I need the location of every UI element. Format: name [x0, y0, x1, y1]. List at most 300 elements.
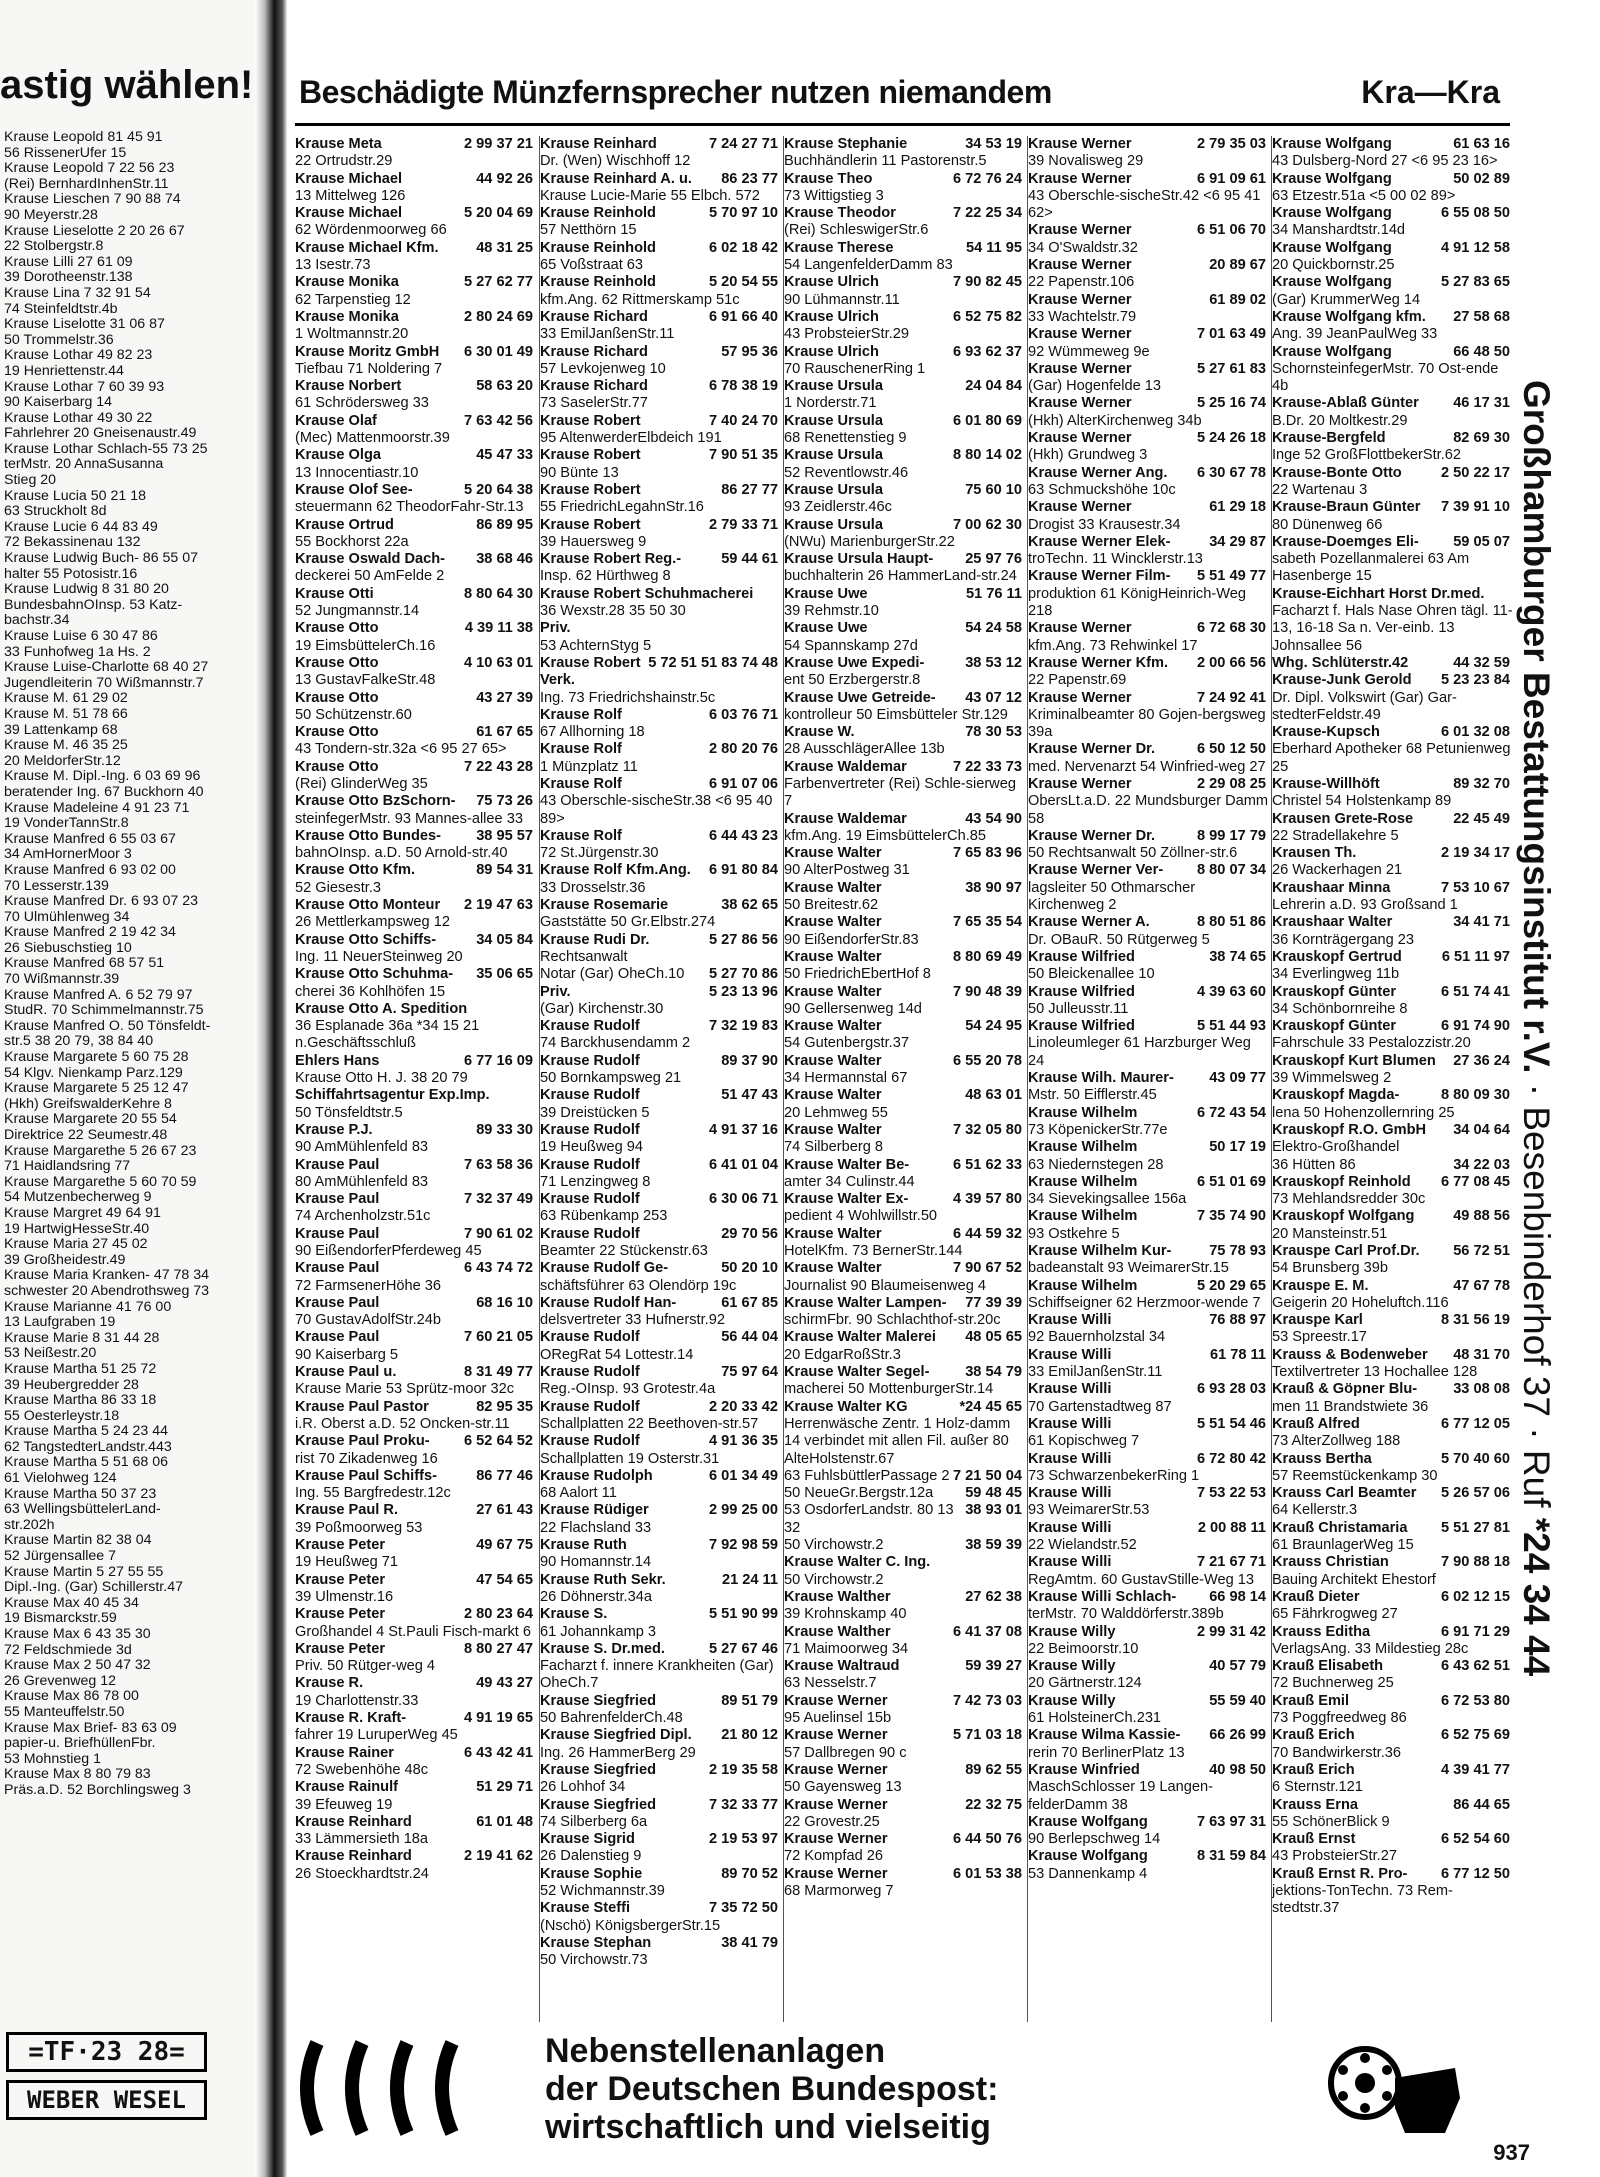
entry-phone: 6 77 16 09 — [464, 1052, 533, 1069]
entry-name: Krauß Alfred — [1272, 1415, 1360, 1432]
entry-address: Facharzt f. innere Krankheiten (Gar) OheCh.7 — [540, 1658, 774, 1692]
entry-name: Krause Rudolf — [540, 1398, 640, 1415]
entry-name: Krause Rudolf — [540, 1191, 640, 1208]
listing-entry — [1272, 1312, 1514, 1347]
entry-name: Schiffahrtsagentur Exp.Imp. — [295, 1087, 490, 1104]
entry-phone: 5 20 54 55 — [709, 274, 778, 291]
entry-phone: 7 90 88 18 — [1441, 1554, 1510, 1571]
entry-name: Whg. Schlüterstr.42 — [1272, 654, 1409, 671]
entry-address: 43 Oberschle-sischeStr.38 <6 95 40 89> — [540, 793, 773, 827]
entry-name: Krause R. Kraft- — [295, 1710, 407, 1727]
listing-entry — [540, 1087, 782, 1122]
entry-address: 22 Flachsland 33 — [540, 1519, 652, 1536]
entry-phone: 45 47 33 — [476, 447, 533, 464]
entry-address: lena 50 Hohenzollernring 25 — [1272, 1104, 1455, 1121]
entry-phone: 7 90 67 52 — [953, 1260, 1022, 1277]
facing-page-line: 72 Bekassinenau 132 — [4, 535, 141, 551]
listing-entry — [784, 724, 1026, 759]
listing-entry — [540, 240, 782, 275]
listing-entry — [784, 655, 1026, 690]
entry-address: cherei 36 Kohlhöfen 15 — [295, 983, 446, 1000]
entry-phone: 5 27 86 56 — [709, 931, 778, 948]
bundespost-logo-icon — [287, 2028, 497, 2148]
facing-page-line: 22 Stolbergstr.8 — [4, 239, 104, 255]
listing-entry — [1272, 1157, 1514, 1174]
entry-phone: 6 91 07 06 — [709, 775, 778, 792]
entry-address: 52 Reventlowstr.46 — [784, 464, 909, 481]
entry-address: 73 Poggfreedweg 86 — [1272, 1710, 1407, 1727]
sidebar-institute-name: Großhamburger Bestattungsinstitut r.V. — [1516, 380, 1557, 1074]
entry-name: Krause Wilhelm — [1028, 1139, 1138, 1156]
listing-entry — [1272, 1416, 1514, 1451]
entry-address: RegAmtm. 60 GustavStille-Weg 13 — [1028, 1571, 1255, 1588]
entry-address: 13 Isestr.73 — [295, 257, 371, 274]
entry-name: Krause Werner — [1028, 222, 1132, 239]
entry-name: Krause Otto Monteur — [295, 897, 441, 914]
facing-page-line: str.202h — [4, 1517, 55, 1533]
entry-name: Krause Otto — [295, 654, 379, 671]
listing-entry — [540, 378, 782, 413]
listing-entry — [1272, 1087, 1514, 1122]
listing-entry — [540, 1122, 782, 1157]
facing-page-line: 19 Bismarckstr.59 — [4, 1611, 117, 1627]
listing-entry — [295, 1122, 537, 1157]
listing-entry — [295, 1260, 537, 1295]
entry-name: Krause Walter — [784, 983, 882, 1000]
listing-entry — [295, 1001, 537, 1053]
entry-phone: 2 19 53 97 — [709, 1831, 778, 1848]
entry-address: HotelKfm. 73 BernerStr.144 — [784, 1243, 963, 1259]
entry-name: Krauss Editha — [1272, 1623, 1371, 1640]
listing-entry — [1028, 984, 1270, 1019]
entry-address: 71 Maimoorweg 34 — [784, 1640, 909, 1657]
entry-name: Krause Willi — [1028, 1381, 1112, 1398]
entry-address: 54 Brunsberg 39b — [1272, 1260, 1389, 1277]
listing-entry — [784, 1589, 1026, 1624]
facing-page-line: 19 Henriettenstr.44 — [4, 363, 124, 379]
entry-phone: 2 20 33 42 — [709, 1398, 778, 1415]
entry-address: 72 Swebenhöhe 48c — [295, 1761, 429, 1778]
entry-address: 1 Woltmannstr.20 — [295, 326, 409, 343]
entry-address: kfm.Ang. 19 EimsbüttelerCh.85 — [784, 827, 986, 844]
facing-page-line: 52 Jürgensallee 7 — [4, 1549, 117, 1565]
entry-name: Krause Paul Proku- — [295, 1433, 430, 1450]
entry-phone: 5 24 26 18 — [1197, 430, 1266, 447]
listing-entry — [295, 1848, 537, 1883]
entry-phone: 5 51 44 93 — [1197, 1018, 1266, 1035]
book-fold — [255, 0, 287, 2177]
listing-column-2 — [539, 136, 782, 2022]
entry-name: Krause Rainer — [295, 1744, 394, 1761]
listing-entry — [295, 1053, 537, 1088]
entry-name: Krause Wilfried — [1028, 983, 1135, 1000]
entry-name: Krause Rudolf — [540, 1364, 640, 1381]
listing-entry — [1028, 326, 1270, 361]
entry-phone: 38 54 79 — [965, 1364, 1022, 1381]
entry-phone: 50 20 10 — [721, 1260, 778, 1277]
listing-entry — [540, 447, 782, 482]
entry-name: Krauskopf Wolfgang — [1272, 1208, 1415, 1225]
entry-name: Krause Paul — [295, 1156, 380, 1173]
entry-name: Krause Werner — [784, 1761, 888, 1778]
entry-address: Inge 52 GroßFlottbekerStr.62 — [1272, 447, 1462, 464]
facing-page-line: 72 Feldschmiede 3d — [4, 1642, 132, 1658]
entry-name: Krauß Emil — [1272, 1692, 1350, 1709]
entry-name: Krause Walter Lampen- — [784, 1294, 947, 1311]
entry-phone: 38 68 46 — [476, 551, 533, 568]
listing-entry — [1028, 1139, 1270, 1174]
entry-phone: 40 57 79 — [1209, 1658, 1266, 1675]
entry-address: 22 Grovestr.25 — [784, 1813, 880, 1830]
entry-phone: 4 91 36 35 — [709, 1433, 778, 1450]
facing-page-line: Direktrice 22 Seumestr.48 — [4, 1128, 168, 1143]
listing-entry — [295, 655, 537, 690]
entry-phone: 7 22 43 28 — [464, 758, 533, 775]
entry-address: 34 Everlingweg 11b — [1272, 966, 1400, 983]
listing-entry — [540, 1727, 782, 1762]
entry-address: sabeth Pozellanmalerei 63 Am Hasenberge 15 — [1272, 551, 1470, 585]
listing-column-3 — [783, 136, 1026, 2022]
listing-entry — [1028, 222, 1270, 257]
entry-phone: 6 72 43 54 — [1197, 1104, 1266, 1121]
entry-name: Krause Otto — [295, 620, 379, 637]
bottom-advertisement — [287, 2028, 1517, 2148]
facing-page-line: 61 Vielohweg 124 — [4, 1471, 117, 1487]
entry-address: Elektro-Großhandel — [1272, 1139, 1400, 1156]
entry-address: 43 Tondern-str.32a <6 95 27 65> — [295, 741, 507, 758]
entry-name: Krause-Ablaß Günter — [1272, 395, 1419, 412]
entry-name: Krause Wolfgang kfm. — [1272, 308, 1426, 325]
entry-address: 43 Dulsberg-Nord 27 <6 95 23 16> — [1272, 153, 1498, 170]
entry-phone: 27 61 43 — [476, 1502, 533, 1519]
entry-name: Krause Ulrich — [784, 343, 879, 360]
entry-name: Krause Rudolf — [540, 1433, 640, 1450]
listing-entry — [540, 1226, 782, 1261]
entry-name: Krauss Bertha — [1272, 1450, 1372, 1467]
entry-name: Krause Walter — [784, 879, 882, 896]
entry-address: 50 Virchowstr.2 — [784, 1571, 884, 1588]
entry-address: (Gar) Kirchenstr.30 — [540, 1000, 664, 1017]
entry-phone: 5 27 61 83 — [1197, 360, 1266, 377]
listing-entry — [1028, 620, 1270, 655]
entry-phone: 7 90 48 39 — [953, 983, 1022, 1000]
entry-phone: 48 63 01 — [965, 1087, 1022, 1104]
entry-phone: 5 25 16 74 — [1197, 395, 1266, 412]
facing-page-line: Krause Margarete 5 25 12 47 — [4, 1081, 189, 1097]
entry-address: Eberhard Apotheker 68 Petunienweg 25 — [1272, 741, 1511, 775]
listing-entry — [1272, 344, 1514, 396]
entry-address: macherei 50 MottenburgerStr.14 — [784, 1381, 994, 1398]
listing-entry — [540, 620, 782, 655]
entry-address: 90 Bünte 13 — [540, 464, 619, 481]
entry-address: 68 Aalort 11 — [540, 1485, 617, 1502]
entry-address: 70 Bandwirkerstr.36 — [1272, 1744, 1401, 1761]
entry-phone: 4 91 37 16 — [709, 1121, 778, 1138]
facing-page-line: Krause Martin 82 38 04 — [4, 1533, 152, 1549]
facing-page-line: Krause Max 6 43 35 30 — [4, 1627, 151, 1642]
listing-entry — [1028, 292, 1270, 327]
entry-name: Krause Rolf — [540, 775, 622, 792]
entry-address: 63 Rübenkamp 253 — [540, 1208, 668, 1225]
entry-name: Krause Werner Film- — [1028, 568, 1171, 585]
facing-page-line: 63 WellingsbüttelerLand- — [4, 1502, 161, 1518]
entry-name: Krause Michael — [295, 205, 403, 222]
entry-phone: 7 65 83 96 — [953, 845, 1022, 862]
listing-entry — [1272, 1554, 1514, 1589]
entry-name: Krause-Bergfeld — [1272, 430, 1386, 447]
entry-phone: 38 74 65 — [1209, 948, 1266, 965]
entry-name: Krause Werner — [1028, 430, 1132, 447]
listing-entry — [540, 171, 782, 206]
listing-entry — [1028, 1174, 1270, 1209]
listing-entry — [1028, 1278, 1270, 1313]
listing-entry — [784, 880, 1026, 915]
entry-address: 22 Ortrudstr.29 — [295, 153, 393, 170]
entry-address: 43 Oberschle-sischeStr.42 <6 95 41 62> — [1028, 187, 1261, 222]
entry-address: 50 Schützenstr.60 — [295, 706, 412, 723]
listing-entry — [295, 932, 537, 967]
listing-entry — [784, 344, 1026, 379]
entry-phone: 8 80 69 49 — [953, 948, 1022, 965]
entry-phone: 5 23 13 96 — [709, 983, 778, 1000]
listing-entry — [784, 1087, 1026, 1122]
listing-entry — [295, 1572, 537, 1607]
listing-entry — [1272, 776, 1514, 811]
entry-phone: 27 62 38 — [965, 1588, 1022, 1605]
entry-name: Ehlers Hans — [295, 1052, 380, 1069]
entry-name: Krause-Willhöft — [1272, 775, 1380, 792]
entry-name: Krause W. — [784, 724, 855, 741]
listing-entry — [295, 1157, 537, 1192]
entry-name: Krauskopf Günter — [1272, 983, 1397, 1000]
entry-phone: 6 44 59 32 — [953, 1225, 1022, 1242]
facing-page-line: Krause Leopold 7 22 56 23 — [4, 161, 175, 177]
entry-address: 22 Beimoorstr.10 — [1028, 1640, 1139, 1657]
facing-page-line: 39 Großheidestr.49 — [4, 1252, 126, 1268]
entry-address: steuermann 62 TheodorFahr-Str.13 — [295, 499, 524, 516]
entry-address: ent 50 Erzbergerstr.8 — [784, 672, 921, 689]
listing-entry — [540, 1329, 782, 1364]
listing-entry — [784, 1485, 1026, 1502]
entry-address: 22 Stradellakehre 5 — [1272, 827, 1399, 844]
entry-name: Krauß Erich — [1272, 1761, 1355, 1778]
listing-entry — [540, 1693, 782, 1728]
entry-name: Krause Olof See- — [295, 481, 413, 498]
entry-name: Krause Siegfried Dipl. — [540, 1727, 692, 1744]
entry-address: 19 EimsbüttelerCh.16 — [295, 637, 436, 654]
entry-phone: 40 98 50 — [1209, 1761, 1266, 1778]
facing-page-line: Krause Martin 5 27 55 55 — [4, 1564, 164, 1580]
facing-page-line: Krause M. 51 78 66 — [4, 706, 128, 722]
facing-page-line: 34 AmHornerMoor 3 — [4, 847, 132, 863]
entry-name: Krause P.J. — [295, 1121, 373, 1138]
entry-phone: 6 91 66 40 — [709, 308, 778, 325]
entry-phone: 43 27 39 — [476, 689, 533, 706]
entry-phone: 59 44 61 — [721, 551, 778, 568]
listing-entry — [295, 1329, 537, 1364]
entry-address: 13 Mittelweg 126 — [295, 187, 406, 204]
entry-name: Krause Willy — [1028, 1692, 1116, 1709]
listing-entry — [295, 1468, 537, 1503]
entry-name: Krause Wilh. Maurer- — [1028, 1070, 1174, 1087]
entry-phone: 6 72 80 42 — [1197, 1450, 1266, 1467]
listing-entry — [540, 1502, 782, 1537]
entry-name: Krause Wilhelm — [1028, 1277, 1138, 1294]
entry-address: Ang. 39 JeanPaulWeg 33 — [1272, 326, 1438, 343]
entry-name: Krause Otto Bundes- — [295, 827, 441, 844]
entry-phone: 2 79 33 71 — [709, 516, 778, 533]
entry-address: kfm.Ang. 62 Rittmerskamp 51c — [540, 291, 740, 308]
listing-entry — [540, 1157, 782, 1192]
entry-address: deckerei 50 AmFelde 2 — [295, 568, 445, 585]
entry-phone: 6 01 53 38 — [953, 1865, 1022, 1882]
entry-phone: 5 51 90 99 — [709, 1606, 778, 1623]
facing-page-line: Krause Lothar Schlach-55 73 25 — [4, 441, 208, 457]
listing-entry — [784, 1329, 1026, 1364]
entry-phone: 27 36 24 — [1453, 1052, 1510, 1069]
listing-entry — [1028, 655, 1270, 690]
entry-address: men 11 Brandstwiete 36 — [1272, 1398, 1429, 1415]
entry-address: 22 Papenstr.106 — [1028, 274, 1135, 291]
listing-entry — [295, 690, 537, 725]
entry-address: rist 70 Zikadenweg 16 — [295, 1450, 438, 1467]
listing-entry — [540, 1866, 782, 1901]
entry-address: 50 Bornkampsweg 21 — [540, 1070, 682, 1087]
entry-name: Krause Otto BzSchorn- — [295, 793, 456, 810]
entry-address: med. Nervenarzt 54 Winfried-weg 27 — [1028, 758, 1266, 775]
entry-name: Krause Otti — [295, 585, 374, 602]
listing-entry — [295, 344, 537, 379]
entry-address: 43 ProbsteierStr.27 — [1272, 1848, 1397, 1865]
facing-page-line: Krause Max 2 50 47 32 — [4, 1658, 151, 1674]
entry-phone: 7 63 42 56 — [464, 412, 533, 429]
facing-page-line: Präs.a.D. 52 Borchlingsweg 3 — [4, 1782, 191, 1798]
entry-phone: 4 39 63 60 — [1197, 983, 1266, 1000]
entry-name: Krause Ursula — [784, 412, 883, 429]
entry-phone: 5 72 51 51 — [648, 654, 718, 671]
entry-phone: 6 91 09 61 — [1197, 170, 1266, 187]
entry-address: Ing. 11 NeuerSteinweg 20 — [295, 948, 463, 965]
entry-address: 22 Papenstr.69 — [1028, 672, 1127, 689]
entry-phone: 6 72 53 80 — [1441, 1692, 1510, 1709]
entry-name: Krause Werner — [784, 1796, 888, 1813]
entry-phone: 6 43 42 41 — [464, 1744, 533, 1761]
facing-page-line: Krause Margret 49 64 91 — [4, 1205, 161, 1221]
entry-phone: 7 92 98 59 — [709, 1537, 778, 1554]
entry-name: Krauskopf R.O. GmbH — [1272, 1121, 1427, 1138]
entry-address: 70 Gartenstadtweg 87 — [1028, 1398, 1172, 1415]
listing-entry — [1272, 240, 1514, 275]
entry-address: Krause Marie 53 Sprütz-moor 32c — [295, 1381, 514, 1398]
entry-name: Krause Wilhelm — [1028, 1173, 1138, 1190]
entry-phone: 89 33 30 — [476, 1121, 533, 1138]
entry-phone: 29 70 56 — [721, 1225, 778, 1242]
entry-name: Krause Paul — [295, 1225, 380, 1242]
facing-page-line: StudR. 70 Schimmelmannstr.75 — [4, 1003, 204, 1019]
sidebar-address: · Besenbinderhof 37 · Ruf — [1516, 1073, 1557, 1518]
entry-name: Krause Werner Dr. — [1028, 827, 1156, 844]
listing-entry — [1028, 257, 1270, 292]
entry-phone: 6 51 62 33 — [953, 1156, 1022, 1173]
listing-entry — [1028, 1243, 1270, 1278]
entry-name: Krause Werner — [1028, 689, 1132, 706]
listing-entry — [784, 378, 1026, 413]
entry-phone: 6 44 50 76 — [953, 1831, 1022, 1848]
entry-name: Krause Uwe — [784, 620, 868, 637]
entry-address: kfm.Ang. 73 Rehwinkel 17 — [1028, 637, 1198, 654]
entry-phone: 49 67 75 — [476, 1537, 533, 1554]
entry-phone: 78 30 53 — [965, 724, 1022, 741]
entry-name: Krause Reinhard — [295, 1848, 412, 1865]
facing-page-line: 39 Lattenkamp 68 — [4, 722, 118, 738]
ad-line-2: der Deutschen Bundespost: — [545, 2070, 999, 2108]
entry-phone: 7 22 33 73 — [953, 758, 1022, 775]
entry-address: 65 Fährkrogweg 27 — [1272, 1606, 1398, 1623]
listing-entry — [540, 586, 782, 621]
entry-name: Krause Walter — [784, 1018, 882, 1035]
entry-address: 90 AlterPostweg 31 — [784, 862, 910, 879]
entry-name: Krause Willi — [1028, 1485, 1112, 1502]
entry-phone: 7 00 62 30 — [953, 516, 1022, 533]
entry-address: 53 AchternStyg 5 — [540, 637, 652, 654]
listing-entry — [295, 1226, 537, 1261]
entry-name: Krause Robert — [540, 447, 641, 464]
entry-name: Krause Ruth — [540, 1537, 627, 1554]
entry-address: 39 Efeuweg 19 — [295, 1796, 393, 1813]
entry-address: 26 Dalenstieg 9 — [540, 1848, 642, 1865]
entry-address: 36 Kornträgergang 23 — [1272, 931, 1414, 948]
entry-name: Krause Wolfgang — [1272, 343, 1392, 360]
entry-phone: 5 20 04 69 — [464, 205, 533, 222]
entry-name: Krause Rudolf — [540, 1052, 640, 1069]
entry-phone: 34 53 19 — [965, 136, 1022, 152]
listing-entry — [1272, 1174, 1514, 1209]
facing-page-line: Krause Maria Kranken- 47 78 34 — [4, 1268, 210, 1284]
entry-address: Reg.-OInsp. 93 Grotestr.4a — [540, 1381, 716, 1398]
entry-address: Facharzt f. Hals Nase Ohren tägl. 11-13, 16-18 Sa n. Ver-einb. 13 Johnsallee 56 — [1272, 603, 1513, 654]
listing-entry — [1272, 1658, 1514, 1693]
facing-page-line: 33 Funhofweg 1a Hs. 2 — [4, 644, 151, 660]
entry-phone: 89 62 55 — [965, 1761, 1022, 1778]
facing-page-line: 63 Struckholt 8d — [4, 504, 107, 520]
listing-entry — [784, 1191, 1026, 1226]
entry-address: Christel 54 Holstenkamp 89 — [1272, 793, 1452, 810]
entry-phone: 82 69 30 — [1453, 430, 1510, 447]
entry-address: B.Dr. 20 Moltkestr.29 — [1272, 412, 1408, 429]
entry-name: Krause-Bonte Otto — [1272, 464, 1402, 481]
listing-entry — [540, 1433, 782, 1468]
entry-phone: 35 06 65 — [476, 966, 533, 983]
entry-name: Krause Walter Malerei — [784, 1329, 936, 1346]
listing-entry — [1028, 1814, 1270, 1849]
entry-phone: 48 31 70 — [1453, 1346, 1510, 1363]
entry-phone: 61 78 11 — [1209, 1346, 1266, 1363]
entry-address: 53 OsdorferLandstr. 80 13 32 — [784, 1502, 954, 1536]
entry-address: Lehrerin a.D. 93 Großsand 1 — [1272, 897, 1458, 914]
entry-phone: 7 32 19 83 — [709, 1018, 778, 1035]
facing-page-line: Krause Lilli 27 61 09 — [4, 254, 133, 270]
entry-name: Krauspe Carl Prof.Dr. — [1272, 1243, 1420, 1259]
facing-page-line: 39 Heubergredder 28 — [4, 1377, 139, 1393]
entry-phone: 25 97 76 — [965, 551, 1022, 568]
entry-phone: 89 70 52 — [721, 1865, 778, 1882]
entry-phone: 86 23 77 — [721, 170, 778, 187]
entry-phone: 2 80 24 69 — [464, 308, 533, 325]
listing-entry — [1028, 914, 1270, 949]
entry-name: Krause Wilhelm — [1028, 1208, 1138, 1225]
entry-name: Krause Werner — [1028, 395, 1132, 412]
entry-address: 92 Wümmeweg 9e — [1028, 343, 1150, 360]
